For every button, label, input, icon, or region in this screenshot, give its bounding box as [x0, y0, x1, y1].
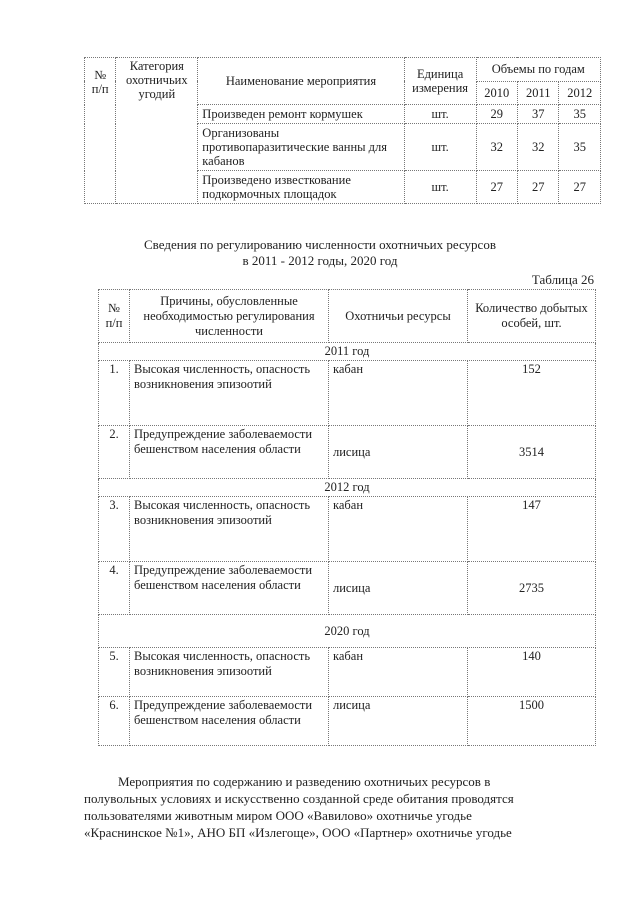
col-header-2012: 2012 — [559, 81, 601, 105]
measure-name: Произведено известкование подкормочных площадок — [198, 171, 404, 204]
table-header-row — [85, 58, 601, 82]
year-label: 2012 год — [99, 479, 596, 497]
paragraph-line: Мероприятия по содержанию и разведению охотничьих ресурсов в — [118, 774, 491, 789]
table-row — [99, 697, 596, 746]
col-header-2011: 2011 — [517, 81, 558, 105]
count-cell: 2735 — [468, 562, 596, 615]
col-header-unit: Единица измерения — [404, 58, 476, 105]
count-cell: 3514 — [468, 426, 596, 479]
year-section-row — [99, 343, 596, 361]
year-label: 2020 год — [99, 615, 596, 648]
value-2011: 27 — [517, 171, 558, 204]
value-2012: 35 — [559, 105, 601, 124]
row-number: 3. — [99, 497, 130, 562]
body-paragraph — [84, 773, 600, 841]
value-2012: 27 — [559, 171, 601, 204]
count-cell: 147 — [468, 497, 596, 562]
reason-cell: Высокая численность, опасность возникновения эпизоотий — [130, 497, 329, 562]
paragraph-line: «Краснинское №1», АНО БП «Излегоще», ООО «Партнер» охотничье угодье — [84, 825, 512, 840]
year-section-row — [99, 479, 596, 497]
col-header-resources: Охотничьи ресурсы — [329, 290, 468, 343]
measure-unit: шт. — [404, 171, 476, 204]
section-title-line1: Сведения по регулированию численности охотничьих ресурсов — [144, 237, 496, 252]
year-section-row — [99, 615, 596, 648]
table-row — [99, 426, 596, 479]
reason-cell: Предупреждение заболеваемости бешенством населения области — [130, 562, 329, 615]
col-header-reasons: Причины, обусловленные необходимостью регулирования численности — [130, 290, 329, 343]
measure-unit: шт. — [404, 105, 476, 124]
col-header-count: Количество добытых особей, шт. — [468, 290, 596, 343]
resource-cell: лисица — [329, 426, 468, 479]
table-number-label: Таблица 26 — [531, 272, 594, 287]
resource-cell: кабан — [329, 361, 468, 426]
row-number: 4. — [99, 562, 130, 615]
reason-cell: Высокая численность, опасность возникновения эпизоотий — [130, 361, 329, 426]
resource-cell: лисица — [329, 562, 468, 615]
table-header-row — [99, 290, 596, 343]
year-label: 2011 год — [99, 343, 596, 361]
regulation-table — [98, 289, 596, 746]
count-cell: 140 — [468, 648, 596, 697]
measure-name: Организованы противопаразитические ванны для кабанов — [198, 124, 404, 171]
reason-cell: Предупреждение заболеваемости бешенством населения области — [130, 426, 329, 479]
col-header-category: Категория охотничьих угодий — [116, 58, 198, 204]
col-header-num: № п/п — [85, 58, 116, 204]
col-header-name: Наименование мероприятия — [198, 58, 404, 105]
value-2010: 32 — [476, 124, 517, 171]
measure-unit: шт. — [404, 124, 476, 171]
col-header-2010: 2010 — [476, 81, 517, 105]
resource-cell: лисица — [329, 697, 468, 746]
col-header-volumes: Объемы по годам — [476, 58, 600, 82]
section-title-line2: в 2011 - 2012 годы, 2020 год — [242, 253, 398, 268]
measures-table — [84, 57, 601, 204]
col-header-num: № п/п — [99, 290, 130, 343]
table-row — [99, 361, 596, 426]
value-2011: 32 — [517, 124, 558, 171]
value-2010: 27 — [476, 171, 517, 204]
row-number: 1. — [99, 361, 130, 426]
count-cell: 152 — [468, 361, 596, 426]
row-number: 5. — [99, 648, 130, 697]
value-2012: 35 — [559, 124, 601, 171]
value-2011: 37 — [517, 105, 558, 124]
table-row — [99, 497, 596, 562]
resource-cell: кабан — [329, 648, 468, 697]
paragraph-line: пользователями животным миром ООО «Вавилово» охотничье угодье — [84, 808, 472, 823]
table-row — [99, 648, 596, 697]
measure-name: Произведен ремонт кормушек — [198, 105, 404, 124]
value-2010: 29 — [476, 105, 517, 124]
table-row — [99, 562, 596, 615]
reason-cell: Высокая численность, опасность возникновения эпизоотий — [130, 648, 329, 697]
row-number: 2. — [99, 426, 130, 479]
reason-cell: Предупреждение заболеваемости бешенством населения области — [130, 697, 329, 746]
row-number: 6. — [99, 697, 130, 746]
resource-cell: кабан — [329, 497, 468, 562]
paragraph-line: полувольных условиях и искусственно созданной среде обитания проводятся — [84, 791, 514, 806]
count-cell: 1500 — [468, 697, 596, 746]
